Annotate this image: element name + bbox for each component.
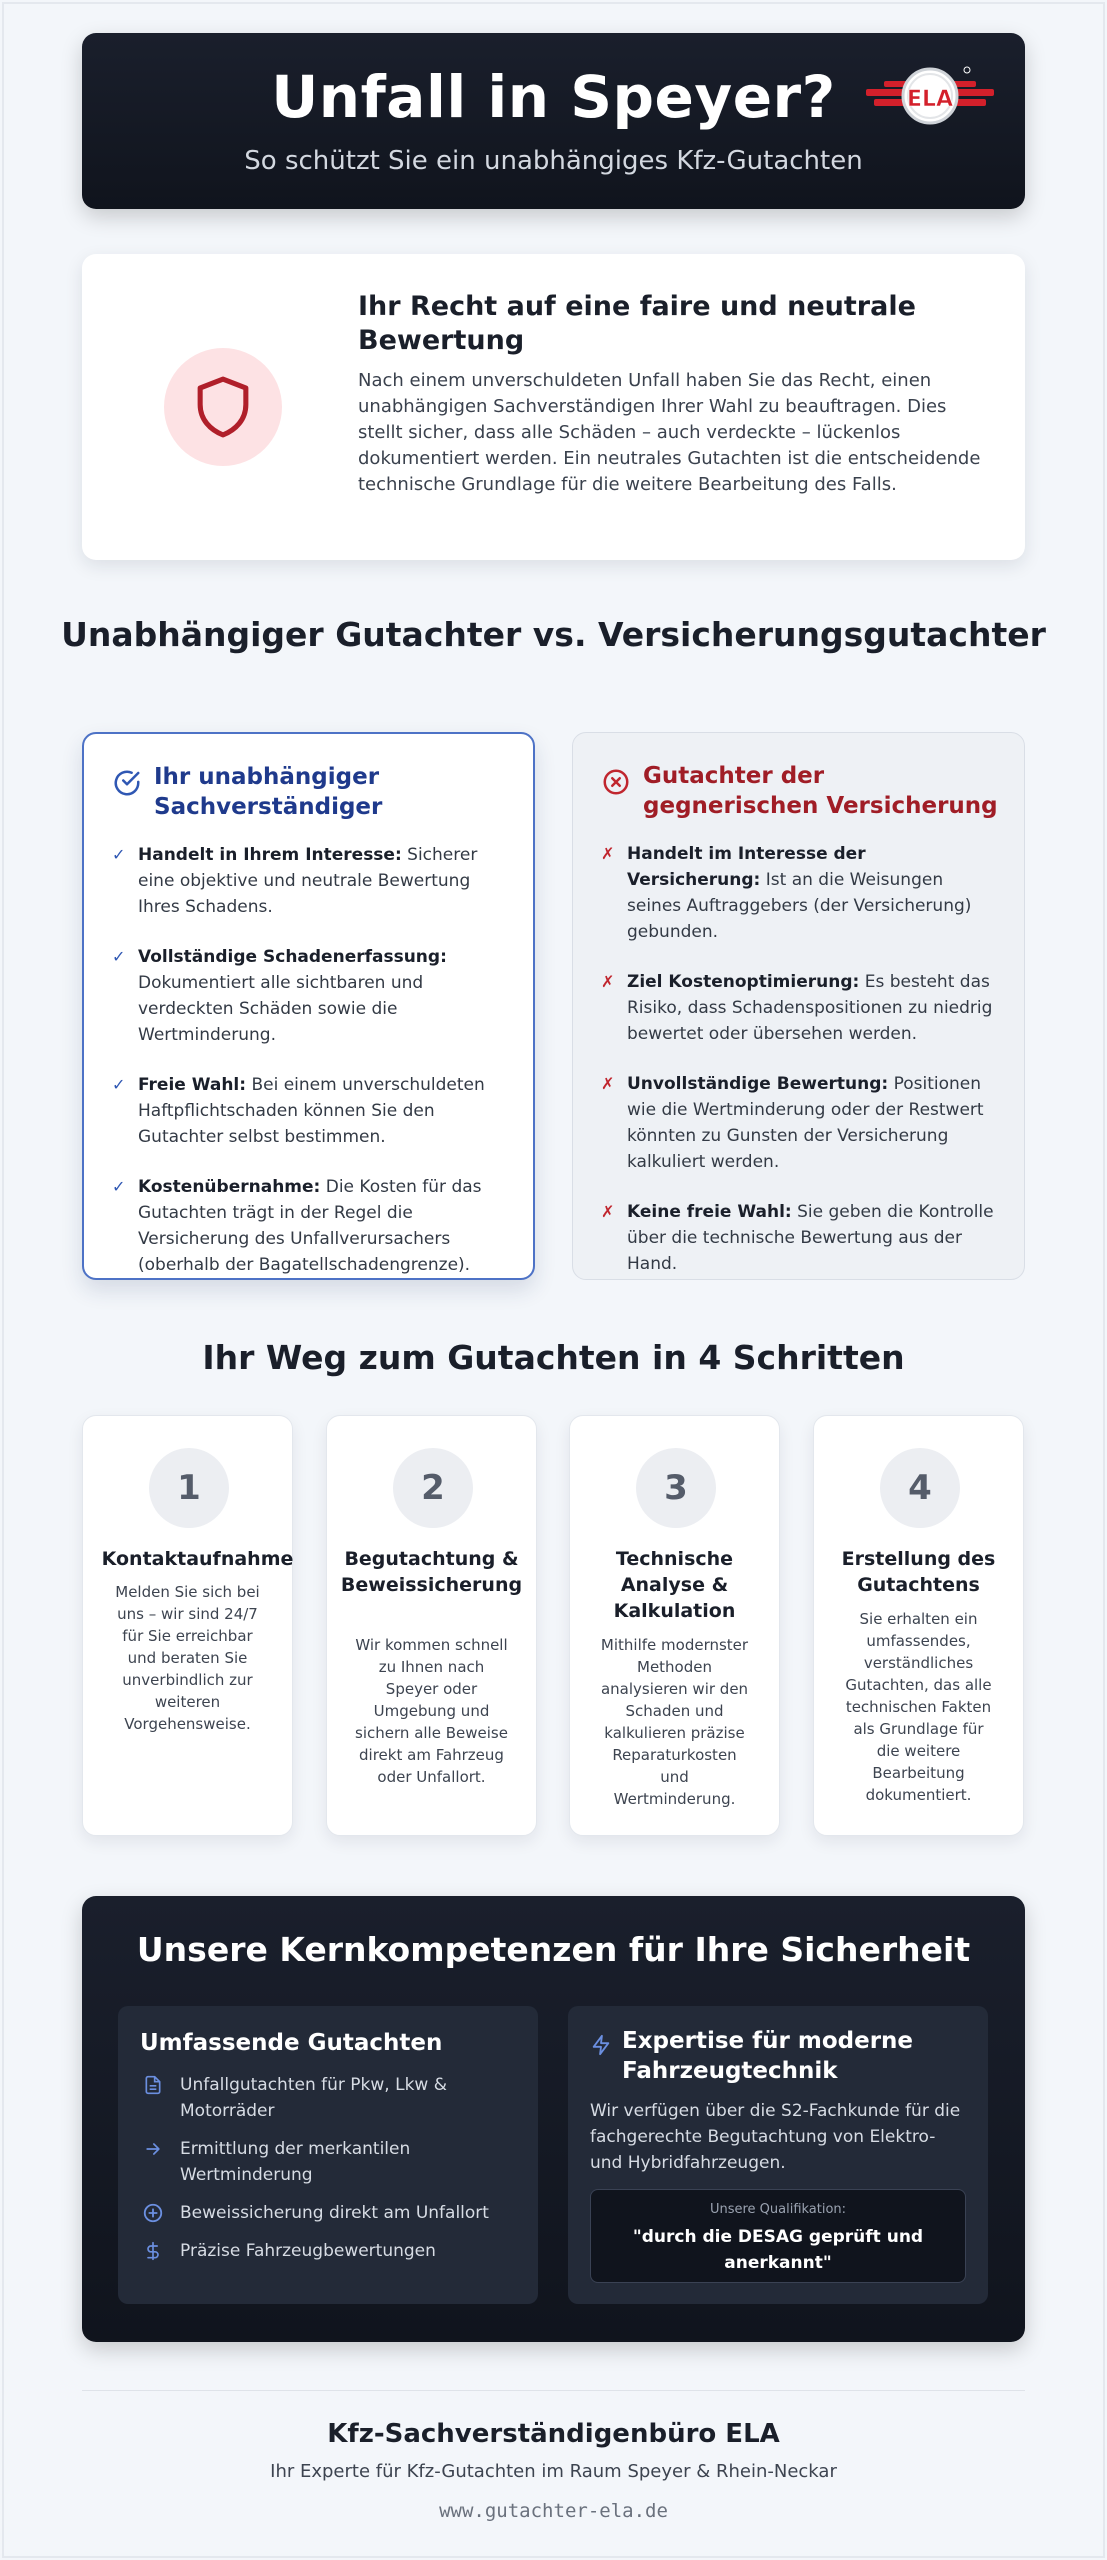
footer-divider	[82, 2390, 1025, 2391]
step-title: Begutachtung & Beweissicherung	[340, 1548, 523, 1596]
x-circle-icon	[601, 767, 631, 797]
insurer-card	[572, 732, 1025, 1280]
step-number: 2	[393, 1448, 473, 1528]
step-number: 3	[636, 1448, 716, 1528]
comprehensive-reports-title: Umfassende Gutachten	[140, 2030, 443, 2056]
plus-circle-icon	[140, 2200, 166, 2226]
step-card-1	[82, 1415, 293, 1836]
qualification-box	[590, 2189, 966, 2283]
dollar-icon	[140, 2238, 166, 2264]
modern-tech-title: Expertise für moderne Fahrzeugtechnik	[622, 2028, 914, 2084]
svg-text:ELA: ELA	[906, 87, 954, 112]
check-icon: ✓	[112, 845, 126, 864]
step-card-4	[813, 1415, 1024, 1836]
step-text: Wir kommen schnell zu Ihnen nach Speyer oder Umgebung und sichern alle Beweise direkt am Fahrzeug oder Unfallort.	[355, 1636, 508, 1786]
footer-url[interactable]: www.gutachter-ela.de	[439, 2500, 668, 2522]
competences-title: Unsere Kernkompetenzen für Ihre Sicherheit	[136, 1930, 971, 1969]
rights-card	[82, 254, 1025, 560]
list-item: ✓ Kostenübernahme: Die Kosten für das Gutachten trägt in der Regel die Versicherung des Unfallverursachers (oberhalb der Bagatellschadengrenze).	[112, 1174, 509, 1278]
lightning-icon	[590, 2034, 612, 2056]
footer-title: Kfz-Sachverständigenbüro ELA	[327, 2419, 780, 2449]
arrow-right-icon	[140, 2136, 166, 2162]
step-number: 4	[880, 1448, 960, 1528]
ela-logo	[864, 61, 996, 131]
list-item: ✓ Handelt in Ihrem Interesse: Sicherer eine objektive und neutrale Bewertung Ihres Schadens.	[112, 842, 509, 920]
step-title: Kontaktaufnahme	[101, 1548, 294, 1570]
cross-icon: ✗	[601, 1202, 615, 1221]
list-item: Beweissicherung direkt am Unfallort	[140, 2200, 518, 2226]
cross-icon: ✗	[601, 1074, 615, 1093]
list-item: Präzise Fahrzeugbewertungen	[140, 2238, 518, 2264]
step-card-2	[326, 1415, 537, 1836]
list-item: ✗ Keine freie Wahl: Sie geben die Kontrolle über die technische Bewertung aus der Hand.	[601, 1199, 1000, 1277]
page-title: Unfall in Speyer?	[271, 63, 836, 131]
competences-section	[82, 1896, 1025, 2342]
modern-tech-text: Wir verfügen über die S2-Fachkunde für die fachgerechte Begutachtung von Elektro- und Hybridfahrzeugen.	[590, 2101, 961, 2173]
qualification-label: Unsere Qualifikation:	[709, 2202, 847, 2217]
step-title: Technische Analyse & Kalkulation	[613, 1548, 736, 1622]
rights-text: Nach einem unverschuldeten Unfall haben Sie das Recht, einen unabhängigen Sachverständigen Ihrer Wahl zu beauftragen. Dies stellt sicher, dass alle Schäden – auch verdeckte – lückenlos dokumentiert werden. Ein neutrales Gutachten ist die entscheidende technische Grundlage für die weitere Bearbeitung des Falls.	[358, 370, 981, 495]
step-text: Sie erhalten ein umfassendes, verständliches Gutachten, das alle technischen Fakten als Grundlage für die weitere Bearbeitung dokumentiert.	[845, 1610, 992, 1804]
footer-subtitle: Ihr Experte für Kfz-Gutachten im Raum Speyer & Rhein-Neckar	[270, 2461, 837, 2482]
comparison-title: Unabhängiger Gutachter vs. Versicherungsgutachter	[61, 615, 1046, 654]
list-item: ✓ Vollständige Schadenerfassung: Dokumentiert alle sichtbaren und verdeckten Schäden sowie die Wertminderung.	[112, 944, 509, 1048]
list-item: ✓ Freie Wahl: Bei einem unverschuldeten Haftpflichtschaden können Sie den Gutachter selbst bestimmen.	[112, 1072, 509, 1150]
rights-title: Ihr Recht auf eine faire und neutrale Bewertung	[358, 291, 916, 356]
comprehensive-reports-box	[118, 2006, 538, 2304]
list-item: ✗ Unvollständige Bewertung: Positionen wie die Wertminderung oder der Restwert könnten zu Gunsten der Versicherung kalkuliert werden.	[601, 1071, 1000, 1175]
check-icon: ✓	[112, 947, 126, 966]
cross-icon: ✗	[601, 972, 615, 991]
qualification-value: "durch die DESAG geprüft und anerkannt"	[632, 2227, 924, 2273]
step-card-3	[569, 1415, 780, 1836]
cross-icon: ✗	[601, 844, 615, 863]
list-item: ✗ Ziel Kostenoptimierung: Es besteht das Risiko, dass Schadenspositionen zu niedrig bewertet oder übersehen werden.	[601, 969, 1000, 1047]
document-icon	[140, 2072, 166, 2098]
shield-icon	[164, 348, 282, 466]
step-text: Mithilfe modernster Methoden analysieren wir den Schaden und kalkulieren präzise Reparaturkosten und Wertminderung.	[600, 1636, 749, 1808]
steps-title: Ihr Weg zum Gutachten in 4 Schritten	[202, 1338, 905, 1377]
list-item: Ermittlung der merkantilen Wertminderung	[140, 2136, 518, 2188]
step-text: Melden Sie sich bei uns – wir sind 24/7 für Sie erreichbar und beraten Sie unverbindlich zur weiteren Vorgehensweise.	[115, 1583, 260, 1733]
insurer-title: Gutachter der gegnerischen Versicherung	[643, 763, 998, 819]
list-item: Unfallgutachten für Pkw, Lkw & Motorräder	[140, 2072, 518, 2124]
independent-title: Ihr unabhängiger Sachverständiger	[154, 764, 383, 820]
independent-card	[82, 732, 535, 1280]
modern-tech-box	[568, 2006, 988, 2304]
check-icon: ✓	[112, 1177, 126, 1196]
step-number: 1	[149, 1448, 229, 1528]
hero-header	[82, 33, 1025, 209]
check-icon: ✓	[112, 1075, 126, 1094]
step-title: Erstellung des Gutachtens	[841, 1548, 996, 1596]
list-item: ✗ Handelt im Interesse der Versicherung: Ist an die Weisungen seines Auftraggebers (der Versicherung) gebunden.	[601, 841, 1000, 945]
check-circle-icon	[112, 768, 142, 798]
page-subtitle: So schützt Sie ein unabhängiges Kfz-Gutachten	[244, 146, 863, 176]
